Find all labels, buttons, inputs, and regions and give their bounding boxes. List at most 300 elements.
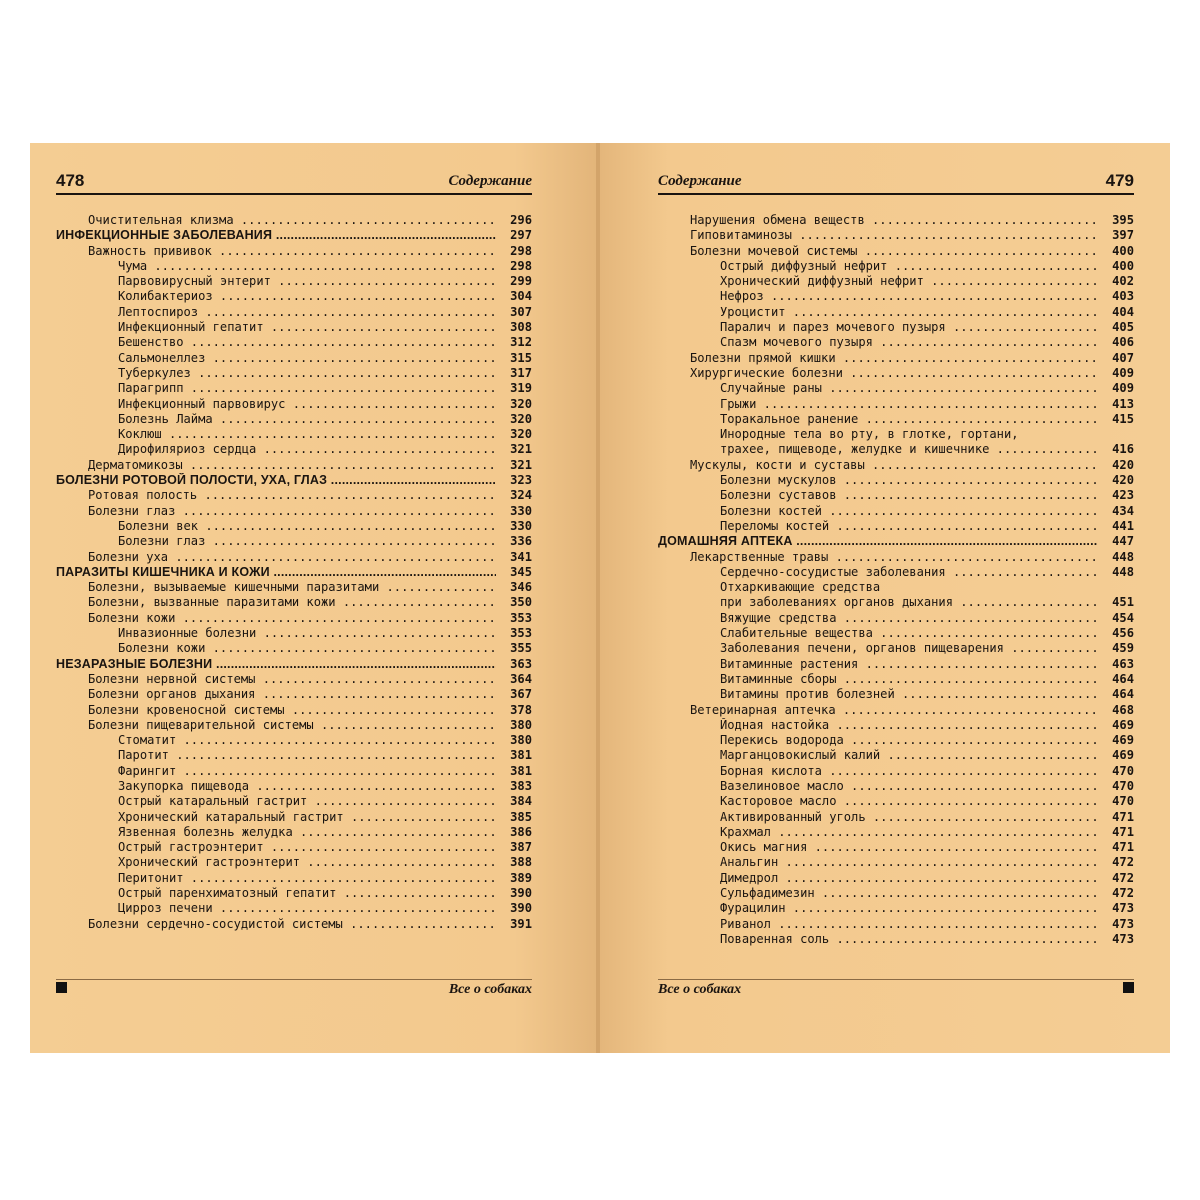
toc-page-number: 380 <box>510 733 532 748</box>
toc-page-number: 320 <box>510 411 532 426</box>
toc-entry-title: Димедрол ..... <box>658 871 1098 886</box>
toc-entry-title: Слабительные вещества ..... <box>658 626 1098 641</box>
toc-page-number: 409 <box>1112 365 1134 380</box>
toc-section-heading <box>658 534 1134 549</box>
toc-entry-title: Парагрипп ..... <box>56 381 496 396</box>
toc-page-number: 473 <box>1112 916 1134 931</box>
toc-entry <box>56 733 532 748</box>
toc-entry-title: Переломы костей ..... <box>658 519 1098 534</box>
toc-entry-title: Колибактериоз ..... <box>56 289 496 304</box>
toc-entry <box>56 672 532 687</box>
toc-page-number: 416 <box>1112 442 1134 457</box>
toc-entry <box>658 672 1134 687</box>
toc-entry <box>658 213 1134 228</box>
toc-page-number: 330 <box>510 503 532 518</box>
page-number: 479 <box>1105 171 1134 190</box>
toc-entry-title: Касторовое масло ..... <box>658 794 1098 809</box>
toc-entry <box>56 718 532 733</box>
toc-entry <box>56 412 532 427</box>
toc-page-number: 390 <box>510 886 532 901</box>
toc-page-number: 387 <box>510 840 532 855</box>
toc-entry-title: Фурацилин ..... <box>658 901 1098 916</box>
toc-page-number: 454 <box>1112 610 1134 625</box>
toc-page-number: 413 <box>1112 396 1134 411</box>
toc-entry-title: Случайные раны ..... <box>658 381 1098 396</box>
toc-entry <box>658 871 1134 886</box>
toc-section-heading <box>56 565 532 580</box>
toc-entry-title: Очистительная клизма ..... <box>56 213 496 228</box>
toc-entry-title: Гиповитаминозы ..... <box>658 228 1098 243</box>
toc-entry <box>56 779 532 794</box>
toc-page-number: 298 <box>510 243 532 258</box>
toc-entry-title: Туберкулез ..... <box>56 366 496 381</box>
toc-entry-title: Поваренная соль ..... <box>658 932 1098 947</box>
toc-entry-title: Паралич и парез мочевого пузыря ..... <box>658 320 1098 335</box>
toc-entry <box>658 442 1134 457</box>
toc-entry <box>56 442 532 457</box>
toc-page-number: 364 <box>510 671 532 686</box>
toc-entry-title: Закупорка пищевода ..... <box>56 779 496 794</box>
toc-entry <box>658 504 1134 519</box>
toc-entry-title: Болезни сердечно-сосудистой системы ..... <box>56 917 496 932</box>
table-of-contents <box>56 213 532 932</box>
toc-page-number: 471 <box>1112 809 1134 824</box>
toc-page-number: 405 <box>1112 320 1134 335</box>
toc-entry <box>658 641 1134 656</box>
toc-entry-title: Грыжи ..... <box>658 397 1098 412</box>
toc-entry <box>56 855 532 870</box>
toc-entry <box>658 626 1134 641</box>
toc-page-number: 389 <box>510 870 532 885</box>
toc-page-number: 390 <box>510 901 532 916</box>
toc-entry-title: НЕЗАРАЗНЫЕ БОЛЕЗНИ ..... <box>56 657 496 672</box>
running-title: Содержание <box>658 173 742 189</box>
toc-entry-title: Инфекционный гепатит ..... <box>56 320 496 335</box>
toc-page-number: 385 <box>510 809 532 824</box>
toc-entry-title: Дирофиляриоз сердца ..... <box>56 442 496 457</box>
toc-entry-title: Витаминные сборы ..... <box>658 672 1098 687</box>
toc-entry <box>658 259 1134 274</box>
toc-entry-title: Паротит ..... <box>56 748 496 763</box>
toc-entry <box>56 458 532 473</box>
toc-entry-title: Сальмонеллез ..... <box>56 351 496 366</box>
toc-page-number: 304 <box>510 289 532 304</box>
toc-entry <box>56 840 532 855</box>
toc-page-number: 315 <box>510 350 532 365</box>
toc-entry <box>658 764 1134 779</box>
toc-entry-title: БОЛЕЗНИ РОТОВОЙ ПОЛОСТИ, УХА, ГЛАЗ ..... <box>56 473 496 488</box>
toc-entry-title: Отхаркивающие средства <box>720 580 881 595</box>
toc-page-number: 323 <box>510 473 532 488</box>
toc-entry <box>658 840 1134 855</box>
toc-entry <box>56 595 532 610</box>
toc-page-number: 317 <box>510 365 532 380</box>
toc-entry <box>56 748 532 763</box>
toc-entry <box>658 488 1134 503</box>
toc-entry <box>56 703 532 718</box>
toc-page-number: 296 <box>510 213 532 227</box>
toc-entry-title: Борная кислота ..... <box>658 764 1098 779</box>
toc-page-number: 330 <box>510 518 532 533</box>
toc-entry <box>56 810 532 825</box>
toc-page-number: 451 <box>1112 595 1134 610</box>
toc-page-number: 464 <box>1112 671 1134 686</box>
toc-entry <box>658 580 1134 595</box>
toc-page-number: 470 <box>1112 763 1134 778</box>
toc-entry-title: Острый диффузный нефрит ..... <box>658 259 1098 274</box>
toc-page-number: 400 <box>1112 258 1134 273</box>
toc-entry <box>658 917 1134 932</box>
toc-page-number: 473 <box>1112 931 1134 946</box>
toc-page-number: 388 <box>510 855 532 870</box>
toc-entry-title: Болезни нервной системы ..... <box>56 672 496 687</box>
toc-page-number: 381 <box>510 763 532 778</box>
toc-entry <box>56 397 532 412</box>
toc-page-number: 473 <box>1112 901 1134 916</box>
running-title: Содержание <box>448 173 532 189</box>
toc-entry <box>658 687 1134 702</box>
toc-page-number: 378 <box>510 702 532 717</box>
toc-entry-title: Фарингит ..... <box>56 764 496 779</box>
toc-page-number: 472 <box>1112 886 1134 901</box>
toc-entry-title: Хирургические болезни ..... <box>658 366 1098 381</box>
toc-entry-title: Болезни органов дыхания ..... <box>56 687 496 702</box>
toc-entry-title: трахее, пищеводе, желудке и кишечнике ..... <box>658 442 1098 457</box>
toc-entry <box>658 565 1134 580</box>
toc-entry <box>658 351 1134 366</box>
toc-page-number: 297 <box>510 228 532 243</box>
toc-entry-title: Цирроз печени ..... <box>56 901 496 916</box>
toc-entry-title: Сердечно-сосудистые заболевания ..... <box>658 565 1098 580</box>
toc-entry-title: Ветеринарная аптечка ..... <box>658 703 1098 718</box>
toc-entry-title: ИНФЕКЦИОННЫЕ ЗАБОЛЕВАНИЯ ..... <box>56 228 496 243</box>
toc-entry <box>56 366 532 381</box>
toc-entry <box>56 886 532 901</box>
toc-page-number: 298 <box>510 258 532 273</box>
toc-page-number: 380 <box>510 717 532 732</box>
toc-entry-title: Витаминные растения ..... <box>658 657 1098 672</box>
toc-entry-title: Болезнь Лайма ..... <box>56 412 496 427</box>
toc-entry-title: Бешенство ..... <box>56 335 496 350</box>
book-spread <box>30 143 1170 1053</box>
toc-entry-title: Важность прививок ..... <box>56 244 496 259</box>
toc-page-number: 470 <box>1112 794 1134 809</box>
toc-page-number: 341 <box>510 549 532 564</box>
toc-entry-title: Острый катаральный гастрит ..... <box>56 794 496 809</box>
toc-entry <box>56 488 532 503</box>
toc-entry <box>56 213 532 228</box>
toc-page-number: 308 <box>510 320 532 335</box>
toc-page-number: 395 <box>1112 213 1134 227</box>
toc-entry-title: Спазм мочевого пузыря ..... <box>658 335 1098 350</box>
toc-page-number: 320 <box>510 427 532 442</box>
toc-entry <box>56 580 532 595</box>
toc-entry <box>658 320 1134 335</box>
toc-page-number: 299 <box>510 274 532 289</box>
toc-entry-title: Болезни, вызванные паразитами кожи ..... <box>56 595 496 610</box>
toc-entry-title: Перекись водорода ..... <box>658 733 1098 748</box>
left-page <box>30 143 600 1053</box>
toc-entry <box>658 381 1134 396</box>
toc-entry-title: Чума ..... <box>56 259 496 274</box>
toc-entry-title: Болезни кожи ..... <box>56 641 496 656</box>
toc-entry <box>56 901 532 916</box>
toc-entry-title: Торакальное ранение ..... <box>658 412 1098 427</box>
toc-page-number: 471 <box>1112 840 1134 855</box>
toc-entry-title: Инвазионные болезни ..... <box>56 626 496 641</box>
toc-page-number: 469 <box>1112 717 1134 732</box>
toc-entry <box>658 779 1134 794</box>
toc-entry <box>658 703 1134 718</box>
toc-page-number: 404 <box>1112 304 1134 319</box>
toc-page-number: 441 <box>1112 518 1134 533</box>
toc-entry <box>56 504 532 519</box>
toc-entry-title: Болезни, вызываемые кишечными паразитами ..... <box>56 580 496 595</box>
toc-entry-title: Заболевания печени, органов пищеварения ..... <box>658 641 1098 656</box>
toc-page-number: 367 <box>510 687 532 702</box>
toc-entry <box>56 641 532 656</box>
toc-entry-title: Хронический диффузный нефрит ..... <box>658 274 1098 289</box>
toc-page-number: 386 <box>510 824 532 839</box>
toc-entry <box>658 427 1134 442</box>
toc-entry <box>56 687 532 702</box>
toc-entry-title: Инородные тела во рту, в глотке, гортани, <box>720 427 1019 442</box>
toc-page-number: 434 <box>1112 503 1134 518</box>
toc-entry <box>56 351 532 366</box>
toc-page-number: 459 <box>1112 641 1134 656</box>
toc-page-number: 471 <box>1112 824 1134 839</box>
toc-entry-title: Марганцовокислый калий ..... <box>658 748 1098 763</box>
toc-entry-title: Анальгин ..... <box>658 855 1098 870</box>
toc-page-number: 420 <box>1112 457 1134 472</box>
toc-entry <box>658 611 1134 626</box>
toc-entry-title: Болезни кровеносной системы ..... <box>56 703 496 718</box>
toc-entry <box>56 764 532 779</box>
toc-entry-title: Болезни мочевой системы ..... <box>658 244 1098 259</box>
toc-entry-title: Йодная настойка ..... <box>658 718 1098 733</box>
toc-page-number: 319 <box>510 381 532 396</box>
toc-entry-title: Сульфадимезин ..... <box>658 886 1098 901</box>
toc-entry <box>658 825 1134 840</box>
toc-page-number: 472 <box>1112 870 1134 885</box>
toc-page-number: 447 <box>1112 534 1134 549</box>
book-title: Все о собаках <box>448 982 532 997</box>
toc-page-number: 324 <box>510 488 532 503</box>
toc-entry-title: Язвенная болезнь желудка ..... <box>56 825 496 840</box>
toc-entry-title: Болезни кожи ..... <box>56 611 496 626</box>
toc-entry-title: Болезни пищеварительной системы ..... <box>56 718 496 733</box>
toc-entry-title: Коклюш ..... <box>56 427 496 442</box>
page-number: 478 <box>56 171 85 190</box>
toc-entry-title: Болезни прямой кишки ..... <box>658 351 1098 366</box>
toc-entry <box>56 289 532 304</box>
toc-entry <box>658 550 1134 565</box>
right-page <box>600 143 1170 1053</box>
toc-page-number: 353 <box>510 626 532 641</box>
toc-page-number: 468 <box>1112 702 1134 717</box>
page-footer <box>658 979 1134 1000</box>
toc-entry-title: Активированный уголь ..... <box>658 810 1098 825</box>
toc-entry <box>56 305 532 320</box>
toc-entry-title: Болезни глаз ..... <box>56 534 496 549</box>
toc-entry-title: Нарушения обмена веществ ..... <box>658 213 1098 228</box>
toc-entry <box>56 534 532 549</box>
toc-entry-title: Острый паренхиматозный гепатит ..... <box>56 886 496 901</box>
toc-entry <box>658 458 1134 473</box>
toc-entry <box>658 810 1134 825</box>
toc-entry <box>658 855 1134 870</box>
toc-page-number: 320 <box>510 396 532 411</box>
toc-page-number: 406 <box>1112 335 1134 350</box>
toc-entry-title: Лептоспироз ..... <box>56 305 496 320</box>
toc-section-heading <box>56 473 532 488</box>
toc-entry-title: Лекарственные травы ..... <box>658 550 1098 565</box>
toc-entry <box>658 305 1134 320</box>
toc-entry-title: Стоматит ..... <box>56 733 496 748</box>
toc-entry <box>56 917 532 932</box>
toc-entry <box>658 794 1134 809</box>
footer-square-icon <box>56 982 67 993</box>
footer-square-icon <box>1123 982 1134 993</box>
toc-entry-title: Болезни суставов ..... <box>658 488 1098 503</box>
toc-entry-title: Витамины против болезней ..... <box>658 687 1098 702</box>
toc-entry <box>56 259 532 274</box>
toc-entry-title: Парвовирусный энтерит ..... <box>56 274 496 289</box>
toc-entry-title: Болезни мускулов ..... <box>658 473 1098 488</box>
toc-page-number: 463 <box>1112 656 1134 671</box>
toc-page-number: 469 <box>1112 748 1134 763</box>
toc-entry-title: Болезни век ..... <box>56 519 496 534</box>
toc-entry-title: Риванол ..... <box>658 917 1098 932</box>
toc-page-number: 409 <box>1112 381 1134 396</box>
toc-entry <box>56 611 532 626</box>
toc-entry-title: ДОМАШНЯЯ АПТЕКА ..... <box>658 534 1098 549</box>
toc-page-number: 472 <box>1112 855 1134 870</box>
toc-entry-title: Мускулы, кости и суставы ..... <box>658 458 1098 473</box>
toc-entry <box>658 244 1134 259</box>
toc-entry <box>658 519 1134 534</box>
toc-entry <box>658 335 1134 350</box>
toc-entry-title: Хронический катаральный гастрит ..... <box>56 810 496 825</box>
toc-entry-title: Вазелиновое масло ..... <box>658 779 1098 794</box>
toc-entry <box>56 381 532 396</box>
toc-entry <box>658 412 1134 427</box>
page-footer <box>56 979 532 1000</box>
toc-entry <box>56 335 532 350</box>
toc-entry <box>658 228 1134 243</box>
toc-page-number: 363 <box>510 656 532 671</box>
toc-entry-title: ПАРАЗИТЫ КИШЕЧНИКА И КОЖИ ..... <box>56 565 496 580</box>
toc-entry <box>658 289 1134 304</box>
toc-entry <box>658 748 1134 763</box>
toc-page-number: 402 <box>1112 274 1134 289</box>
toc-entry <box>56 550 532 565</box>
toc-entry <box>56 626 532 641</box>
toc-page-number: 355 <box>510 641 532 656</box>
toc-page-number: 391 <box>510 916 532 931</box>
toc-entry-title: Болезни уха ..... <box>56 550 496 565</box>
toc-page-number: 321 <box>510 442 532 457</box>
toc-entry <box>658 886 1134 901</box>
toc-entry-title: Дерматомикозы ..... <box>56 458 496 473</box>
toc-page-number: 448 <box>1112 549 1134 564</box>
toc-entry <box>56 825 532 840</box>
toc-page-number: 384 <box>510 794 532 809</box>
toc-entry <box>658 932 1134 947</box>
toc-page-number: 448 <box>1112 564 1134 579</box>
toc-page-number: 383 <box>510 778 532 793</box>
toc-entry-title: Ротовая полость ..... <box>56 488 496 503</box>
book-title: Все о собаках <box>658 982 742 997</box>
toc-entry <box>658 733 1134 748</box>
toc-page-number: 469 <box>1112 733 1134 748</box>
toc-page-number: 415 <box>1112 411 1134 426</box>
toc-page-number: 312 <box>510 335 532 350</box>
toc-page-number: 400 <box>1112 243 1134 258</box>
table-of-contents <box>658 213 1134 947</box>
toc-page-number: 403 <box>1112 289 1134 304</box>
toc-page-number: 345 <box>510 564 532 579</box>
toc-entry-title: Болезни глаз ..... <box>56 504 496 519</box>
toc-section-heading <box>56 228 532 243</box>
toc-entry <box>658 473 1134 488</box>
toc-page-number: 307 <box>510 304 532 319</box>
toc-entry-title: при заболеваниях органов дыхания ..... <box>658 595 1098 610</box>
toc-page-number: 407 <box>1112 350 1134 365</box>
toc-entry <box>658 397 1134 412</box>
toc-entry <box>56 519 532 534</box>
toc-page-number: 423 <box>1112 488 1134 503</box>
toc-page-number: 456 <box>1112 626 1134 641</box>
toc-entry-title: Перитонит ..... <box>56 871 496 886</box>
toc-entry <box>658 366 1134 381</box>
toc-page-number: 353 <box>510 610 532 625</box>
toc-page-number: 464 <box>1112 687 1134 702</box>
toc-entry <box>658 718 1134 733</box>
toc-entry <box>56 871 532 886</box>
toc-page-number: 321 <box>510 457 532 472</box>
toc-entry-title: Вяжущие средства ..... <box>658 611 1098 626</box>
toc-entry <box>56 794 532 809</box>
toc-entry <box>56 320 532 335</box>
toc-entry-title: Инфекционный парвовирус ..... <box>56 397 496 412</box>
toc-entry <box>56 244 532 259</box>
toc-page-number: 381 <box>510 748 532 763</box>
toc-entry-title: Болезни костей ..... <box>658 504 1098 519</box>
toc-entry <box>658 901 1134 916</box>
toc-entry-title: Окись магния ..... <box>658 840 1098 855</box>
toc-entry <box>658 274 1134 289</box>
page-header <box>56 171 532 195</box>
toc-page-number: 346 <box>510 580 532 595</box>
toc-page-number: 336 <box>510 534 532 549</box>
toc-entry-title: Хронический гастроэнтерит ..... <box>56 855 496 870</box>
toc-page-number: 397 <box>1112 228 1134 243</box>
toc-entry-title: Уроцистит ..... <box>658 305 1098 320</box>
toc-entry <box>56 427 532 442</box>
toc-page-number: 470 <box>1112 778 1134 793</box>
toc-page-number: 350 <box>510 595 532 610</box>
toc-entry <box>56 274 532 289</box>
toc-entry <box>658 595 1134 610</box>
toc-page-number: 420 <box>1112 473 1134 488</box>
toc-entry-title: Крахмал ..... <box>658 825 1098 840</box>
toc-entry-title: Нефроз ..... <box>658 289 1098 304</box>
page-header <box>658 171 1134 195</box>
toc-section-heading <box>56 657 532 672</box>
toc-entry-title: Острый гастроэнтерит ..... <box>56 840 496 855</box>
toc-entry <box>658 657 1134 672</box>
